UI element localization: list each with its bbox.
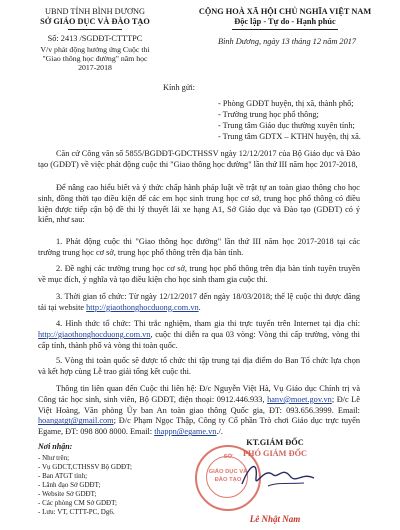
paragraph-item-1: 1. Phát động cuộc thi "Giao thông học đường" lần thứ III năm học 2017-2018 tại các trường trung học cơ sở, trung học phổ thông trên địa bàn tỉnh. — [38, 237, 360, 257]
paragraph-basis: Căn cứ Công văn số 5855/BGDĐT-GDCTHSSV ngày 12/12/2017 của Bộ Giáo dục và Đào tạo (GDĐT) về việc phát động cuộc thi "Giao thông học đường" lần thứ III năm học 2017-2018, — [38, 149, 360, 169]
paragraph-purpose: Để nâng cao hiểu biết và ý thức chấp hành pháp luật về trật tự an toàn giao thông cho học sinh, đồng thời tạo điều kiện để các em học sinh trung học cơ sở, trung học phổ thông có điều kiện được tiếp cận bộ đề thi lý thuyết lái xe hạng A1, Sở Giáo dục và Đào tạo (GDĐT) có ý kiến, như sau: — [38, 183, 360, 225]
contact-text-1: Thông tin liên quan đến Cuộc thi liên hệ: Đ/c Nguyễn Việt Hà, Vụ Giáo dục Chính trị và Công tác học sinh, sinh viên, Bộ GDĐT, điện thoại: 0912.446.933, — [38, 384, 360, 404]
item-3-end: . — [198, 302, 201, 312]
paragraph-contact — [38, 384, 360, 438]
item-4-text: 4. Hình thức tổ chức: Thi trắc nghiệm, tham gia thi trực tuyến trên Internet tại địa chỉ: — [56, 319, 360, 328]
addressee-item: - Trung tâm GDTX – KTHN huyện, thị xã. — [218, 132, 361, 141]
website-link[interactable]: http://giaothonghocduong.com.vn — [86, 302, 199, 312]
recipient-item: - Website Sở GDĐT; — [38, 490, 97, 498]
noi-nhan-label: Nơi nhận: — [38, 442, 73, 451]
national-motto: Độc lập - Tự do - Hạnh phúc — [234, 17, 336, 26]
signature-mark — [238, 456, 318, 496]
subject-line-2: "Giao thông học đường" năm học — [42, 54, 148, 63]
document-number: Số: 2413 /SGDĐT-CTTTPC — [47, 34, 143, 43]
recipient-item: - Như trên; — [38, 454, 70, 462]
recipient-item: - Các phòng CM Sở GDĐT; — [38, 499, 117, 507]
province-name: UBND TỈNH BÌNH DƯƠNG — [44, 7, 146, 16]
recipient-item: - Lãnh đạo Sở GDĐT; — [38, 481, 101, 489]
contact-text-end: ./. — [216, 427, 223, 437]
contact-text-2: ; Đ/c Lê Việt Hoàng, Văn phòng Ủy ban An toàn giao thông Quốc gia, ĐT: 093.656.3999. Email: — [38, 394, 360, 415]
item-4-end: , cuộc thi diễn ra qua 03 vòng: Vòng thi cấp trường, vòng thi cấp tỉnh, thành phố và vòng thi toàn quốc. — [38, 329, 360, 350]
paragraph-item-5: 5. Vòng thi toàn quốc sẽ được tổ chức thi tập trung tại địa điểm do Ban Tổ chức lựa chọn và kết hợp cùng Lễ trao giải tổng kết cuộc thi. — [38, 356, 360, 376]
place-date: Bình Dương, ngày 13 tháng 12 năm 2017 — [218, 37, 357, 46]
email-link-hoang[interactable]: hoangatgt@gmail.com — [38, 416, 114, 426]
contest-link[interactable]: http://giaothonghocduong.com.vn — [38, 329, 151, 339]
header-left-rule — [68, 29, 122, 30]
paragraph-item-2: 2. Đề nghị các trường trung học cơ sở, trung học phổ thông trên địa bàn tỉnh tuyên truyền về mục đích, ý nghĩa và tạo điều kiện cho học sinh tham gia cuộc thi. — [38, 264, 360, 284]
recipient-item: - Vụ GDCT,CTHSSV Bộ GDĐT; — [38, 463, 132, 471]
position-title: PHÓ GIÁM ĐỐC — [242, 449, 308, 458]
seal-text-top: SỞ — [223, 454, 233, 460]
addressee-item: - Phòng GDĐT huyện, thị xã, thành phố; — [218, 99, 354, 108]
kt-title: KT.GIÁM ĐỐC — [246, 438, 304, 447]
recipient-item: - Lưu: VT, CTTT-PC, Dg6. — [38, 508, 115, 516]
recipient-item: - Ban ATGT tỉnh; — [38, 472, 88, 480]
item-3-text: 3. Thời gian tổ chức: Từ ngày 12/12/2017 đến ngày 18/03/2018; thể lệ cuộc thi được đăng tải tại website — [38, 292, 360, 312]
paragraph-item-3 — [38, 292, 360, 314]
addressee-item: - Trung tâm Giáo dục thường xuyên tỉnh; — [218, 121, 355, 130]
subject-line-3: 2017-2018 — [78, 63, 112, 72]
email-link-hanv[interactable]: hanv@moet.gov.vn — [267, 394, 332, 404]
seal-text-bottom: ĐÀO TẠO — [214, 477, 242, 483]
signer-name: Lê Nhật Nam — [249, 514, 301, 524]
email-link-thap[interactable]: thappn@egame.vn — [154, 427, 217, 437]
kinh-gui-label: Kính gửi: — [163, 83, 195, 92]
contact-text-3: ; Đ/c Phạm Ngọc Thập, Công ty Cổ phần Trò chơi Giáo dục trực tuyến Egame, ĐT: 098 800 8000. Email: — [38, 416, 360, 437]
paragraph-item-4 — [38, 319, 360, 351]
seal-text-mid: GIÁO DỤC VÀ — [208, 469, 248, 475]
national-title: CỘNG HOÀ XÃ HỘI CHỦ NGHĨA VIỆT NAM — [198, 7, 372, 16]
department-name: SỞ GIÁO DỤC VÀ ĐÀO TẠO — [40, 17, 150, 26]
header-right-rule — [232, 29, 338, 30]
subject-line-1: V/v phát động hướng ứng Cuộc thi — [40, 45, 150, 54]
addressee-item: - Trường trung học phổ thông; — [218, 110, 319, 119]
